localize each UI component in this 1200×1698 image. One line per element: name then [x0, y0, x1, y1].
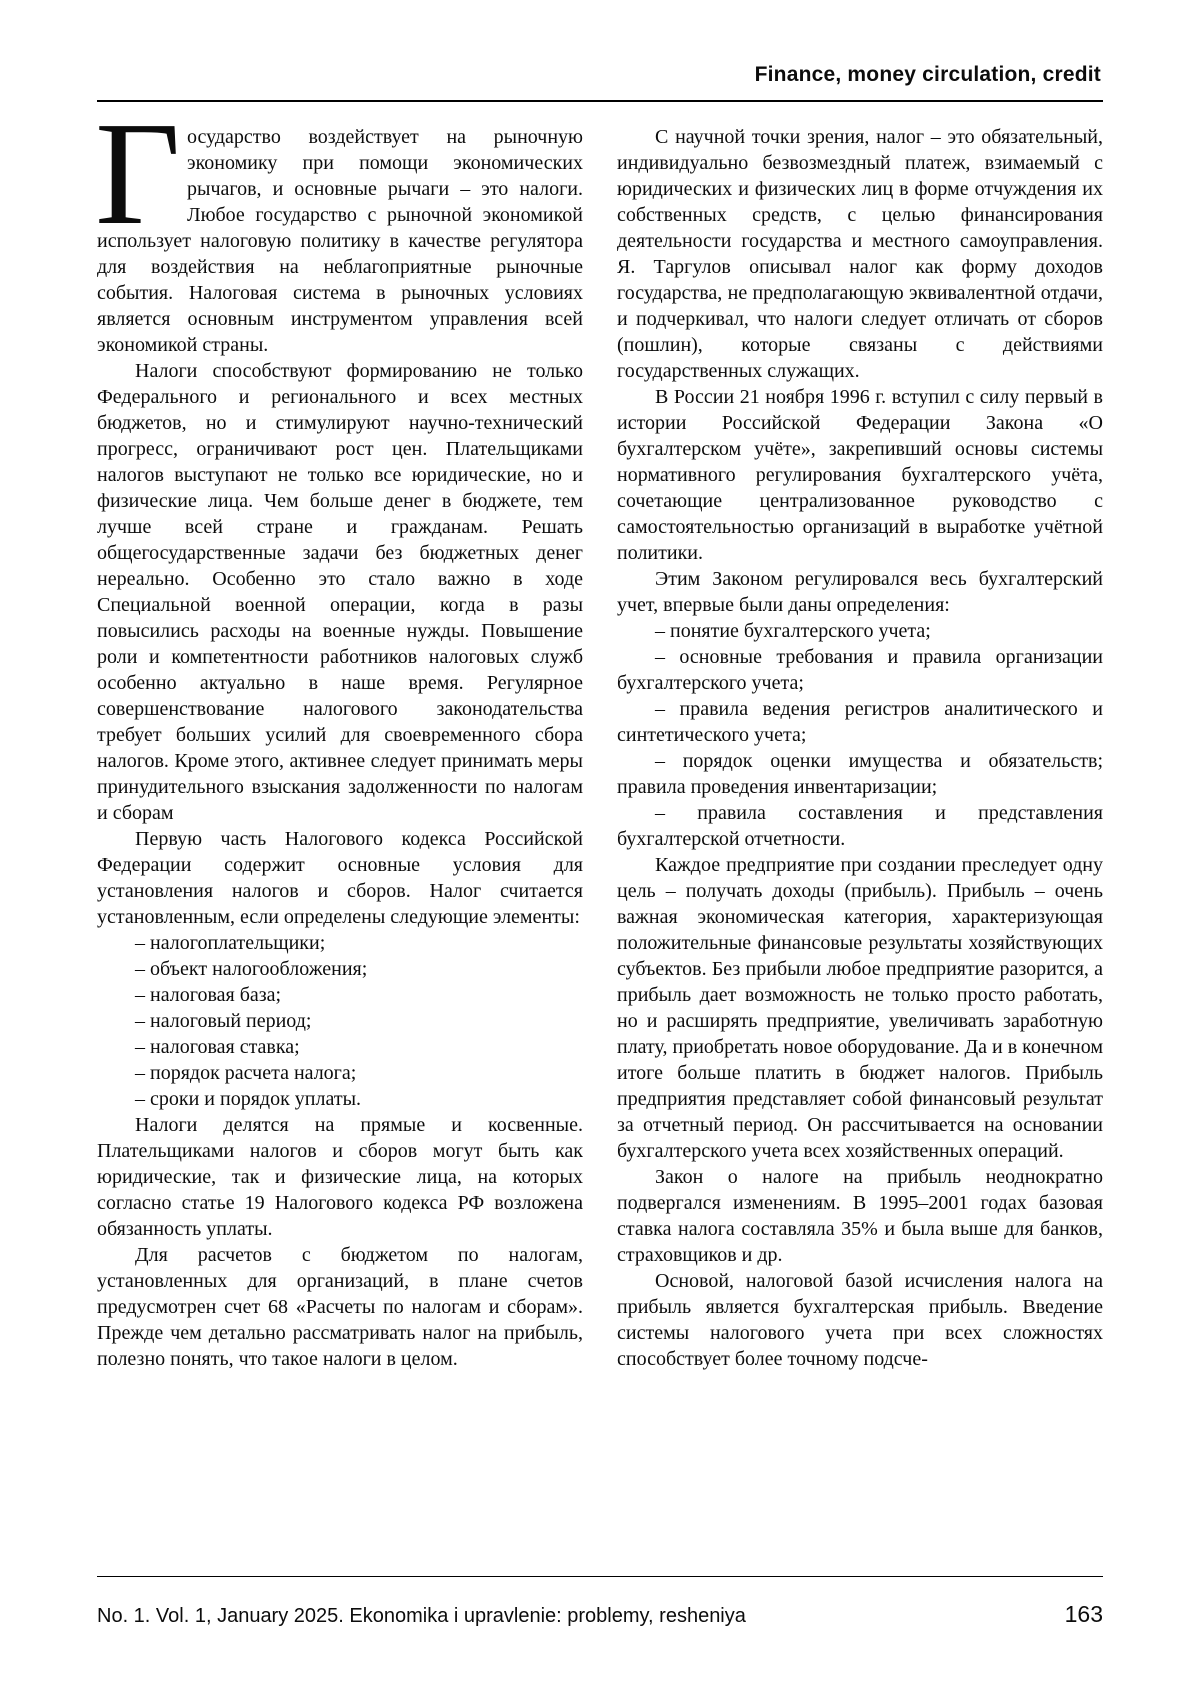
footer-rule	[97, 1576, 1103, 1577]
paragraph	[95, 92, 583, 358]
list-item: – основные требования и правила организации бухгалтерского учета;	[617, 646, 1103, 694]
paragraph: Налоги способствуют формированию не только Федерального и регионального и всех местных бюджетов, но и стимулируют научно-технический прогресс, ограничивают рост цен. Плательщиками налогов выступают не только все юридические, но и физические лица. Чем больше денег в бюджете, тем лучше всей стране и гражданам. Решать общегосударственные задачи без бюджетных денег нереально. Особенно это стало важно в ходе Специальной военной операции, когда в разы повысились расходы на военные нужды. Повышение роли и компетентности работников налоговых служб особенно актуально в наше время. Регулярное совершенствование налогового законодательства требует больших усилий для своевременного сбора налогов. Кроме этого, активнее следует принимать меры принудительного взыскания задолженности по налогам и сборам	[97, 360, 583, 824]
page-footer	[97, 1576, 1103, 1628]
paragraph: Первую часть Налогового кодекса Российской Федерации содержит основные условия для установления налогов и сборов. Налог считается установленным, если определены следующие элементы:	[97, 828, 583, 928]
paragraph: Каждое предприятие при создании преследует одну цель – получать доходы (прибыль). Прибыль – очень важная экономическая категория, характеризующая положительные финансовые результаты хозяйствующих субъектов. Без прибыли любое предприятие разорится, а прибыль дает возможность не только просто работать, но и расширять предприятие, увеличивать заработную плату, приобретать новое оборудование. Да и в конечном итоге больше платить в бюджет налогов. Прибыль предприятия представляет собой финансовый результат за отчетный период. Он рассчитывается на основании бухгалтерского учета всех хозяйственных операций.	[617, 854, 1103, 1162]
list-item: – правила составления и представления бухгалтерской отчетности.	[617, 802, 1103, 850]
running-head: Finance, money circulation, credit	[754, 63, 1101, 86]
paragraph: Закон о налоге на прибыль неоднократно подвергался изменениям. В 1995–2001 годах базовая ставка налога составляла 35% и была выше для банков, страховщиков и др.	[617, 1166, 1103, 1266]
list-item: – налоговый период;	[135, 1010, 312, 1032]
list-item: – сроки и порядок уплаты.	[135, 1088, 362, 1110]
footer-row	[97, 1601, 1103, 1628]
footer-issue-line: No. 1. Vol. 1, January 2025. Ekonomika i upravlenie: problemy, resheniya	[97, 1605, 746, 1627]
list-item: – понятие бухгалтерского учета;	[655, 620, 931, 642]
list-item: – налогоплательщики;	[135, 932, 326, 954]
list-item: – правила ведения регистров аналитического и синтетического учета;	[617, 698, 1103, 746]
paragraph: Основой, налоговой базой исчисления налога на прибыль является бухгалтерская прибыль. Введение системы налогового учета при всех сложностях способствует более точному подсче-	[617, 1270, 1103, 1370]
dropcap-letter: Г	[95, 92, 181, 256]
page-header	[97, 62, 1103, 124]
paragraph-text: осударство воздействует на рыночную экономику при помощи экономических рычагов, и основные рычаги – это налоги. Любое государство с рыночной экономикой использует налоговую политику в качестве регулятора для воздействия на неблагоприятные рыночные события. Налоговая система в рыночных условиях является основным инструментом управления всей экономикой страны.	[97, 126, 583, 356]
paragraph: Налоги делятся на прямые и косвенные. Плательщиками налогов и сборов могут быть как юридические, так и физические лица, на которых согласно статье 19 Налогового кодекса РФ возложена обязанность уплаты.	[97, 1114, 583, 1240]
paragraph: Для расчетов с бюджетом по налогам, установленных для организаций, в плане счетов предусмотрен счет 68 «Расчеты по налогам и сборам». Прежде чем детально рассматривать налог на прибыль, полезно понять, что такое налоги в целом.	[97, 1244, 583, 1370]
list-item: – порядок оценки имущества и обязательств; правила проведения инвентаризации;	[617, 750, 1103, 798]
list-item: – налоговая база;	[135, 984, 282, 1006]
paragraph: С научной точки зрения, налог – это обязательный, индивидуально безвозмездный платеж, взимаемый с юридических и физических лиц в форме отчуждения их собственных средств, с целью финансирования деятельности государства и местного самоуправления. Я. Таргулов описывал налог как форму доходов государства, не предполагающую эквивалентной отдачи, и подчеркивал, что налоги следует отличать от сборов (пошлин), которые связаны с действиями государственных служащих.	[617, 126, 1103, 382]
paragraph: В России 21 ноября 1996 г. вступил с силу первый в истории Российской Федерации Закона «О бухгалтерском учёте», закрепивший основы системы нормативного регулирования бухгалтерского учёта, сочетающие централизованное руководство с самостоятельностью организаций в выработке учётной политики.	[617, 386, 1103, 564]
paragraph: Этим Законом регулировался весь бухгалтерский учет, впервые были даны определения:	[617, 568, 1103, 616]
article-body	[95, 92, 1103, 1372]
list-item: – налоговая ставка;	[135, 1036, 300, 1058]
list-item: – объект налогообложения;	[135, 958, 368, 980]
header-rule	[97, 100, 1103, 102]
left-column	[95, 92, 583, 1372]
page-number: 163	[1064, 1601, 1103, 1627]
right-column	[617, 124, 1103, 1372]
dropcap	[95, 92, 181, 256]
list-item: – порядок расчета налога;	[135, 1062, 357, 1084]
